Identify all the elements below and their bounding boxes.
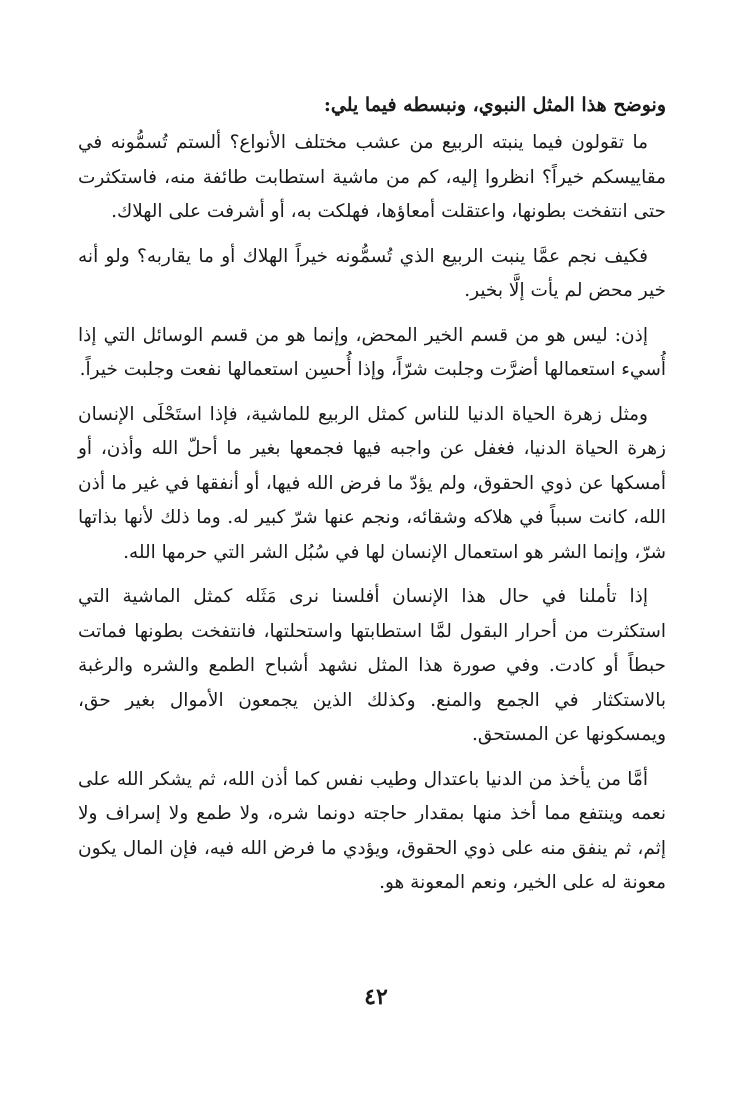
paragraph-1: ما تقولون فيما ينبته الربيع من عشب مختلف الأنواع؟ ألستم تُسمُّونه في مقاييسكم خيراً؟ انظروا إليه، كم من ماشية استطابت طائفة منه، فاستكثرت حتى انتفخت بطونها، واعتقلت أمعاؤها، فهلكت به، أو أشرفت على الهلاك. (78, 132, 666, 222)
paragraph-6: أمَّا من يأخذ من الدنيا باعتدال وطيب نفس كما أذن الله، ثم يشكر الله على نعمه وينتفع مما أخذ منها بمقدار حاجته دونما شره، ولا طمع ولا إسراف ولا إثم، ثم ينفق منه على ذوي الحقوق، ويؤدي ما فرض الله فيه، فإن المال يكون معونة له على الخير، ونعم المعونة هو. (78, 768, 666, 893)
page-body (78, 88, 666, 911)
paragraph-3: إذن: ليس هو من قسم الخير المحض، وإنما هو من قسم الوسائل التي إذا أُسيء استعمالها أضرَّت وجلبت شرّاً، وإذا أُحسِن استعمالها نفعت وجلبت خيراً. (78, 324, 666, 380)
paragraph-2: فكيف نجم عمَّا ينبت الربيع الذي تُسمُّونه خيراً الهلاك أو ما يقاربه؟ ولو أنه خير محض لم يأت إلَّا بخير. (78, 245, 666, 301)
paragraph-5: إذا تأملنا في حال هذا الإنسان أفلسنا نرى مَثَله كمثل الماشية التي استكثرت من أحرار البقول لمَّا استطابتها واستحلتها، فانتفخت بطونها فماتت حبطاً أو كادت. وفي صورة هذا المثل نشهد أشباح الطمع والشره والرغبة بالاستكثار في الجمع والمنع. وكذلك الذين يجمعون الأموال بغير حق، ويمسكونها عن المستحق. (78, 586, 666, 745)
section-heading: ونوضح هذا المثل النبوي، ونبسطه فيما يلي: (323, 94, 666, 116)
page-number: ٤٢ (364, 984, 388, 1010)
paragraph-4: ومثل زهرة الحياة الدنيا للناس كمثل الربيع للماشية، فإذا استَحْلَى الإنسان زهرة الحياة الدنيا، فغفل عن واجبه فيها فجمعها بغير ما أحلّ الله وأذن، أو أمسكها عن ذوي الحقوق، ولم يؤدّ ما فرض الله فيها، أو أنفقها في غير ما أذن الله، كانت سبباً في هلاكه وشقائه، ونجم عنها شرّ كبير له. وما ذلك لأنها بذاتها شرّ، وإنما الشر هو استعمال الإنسان لها في سُبُل الشر التي حرمها الله. (78, 403, 666, 563)
